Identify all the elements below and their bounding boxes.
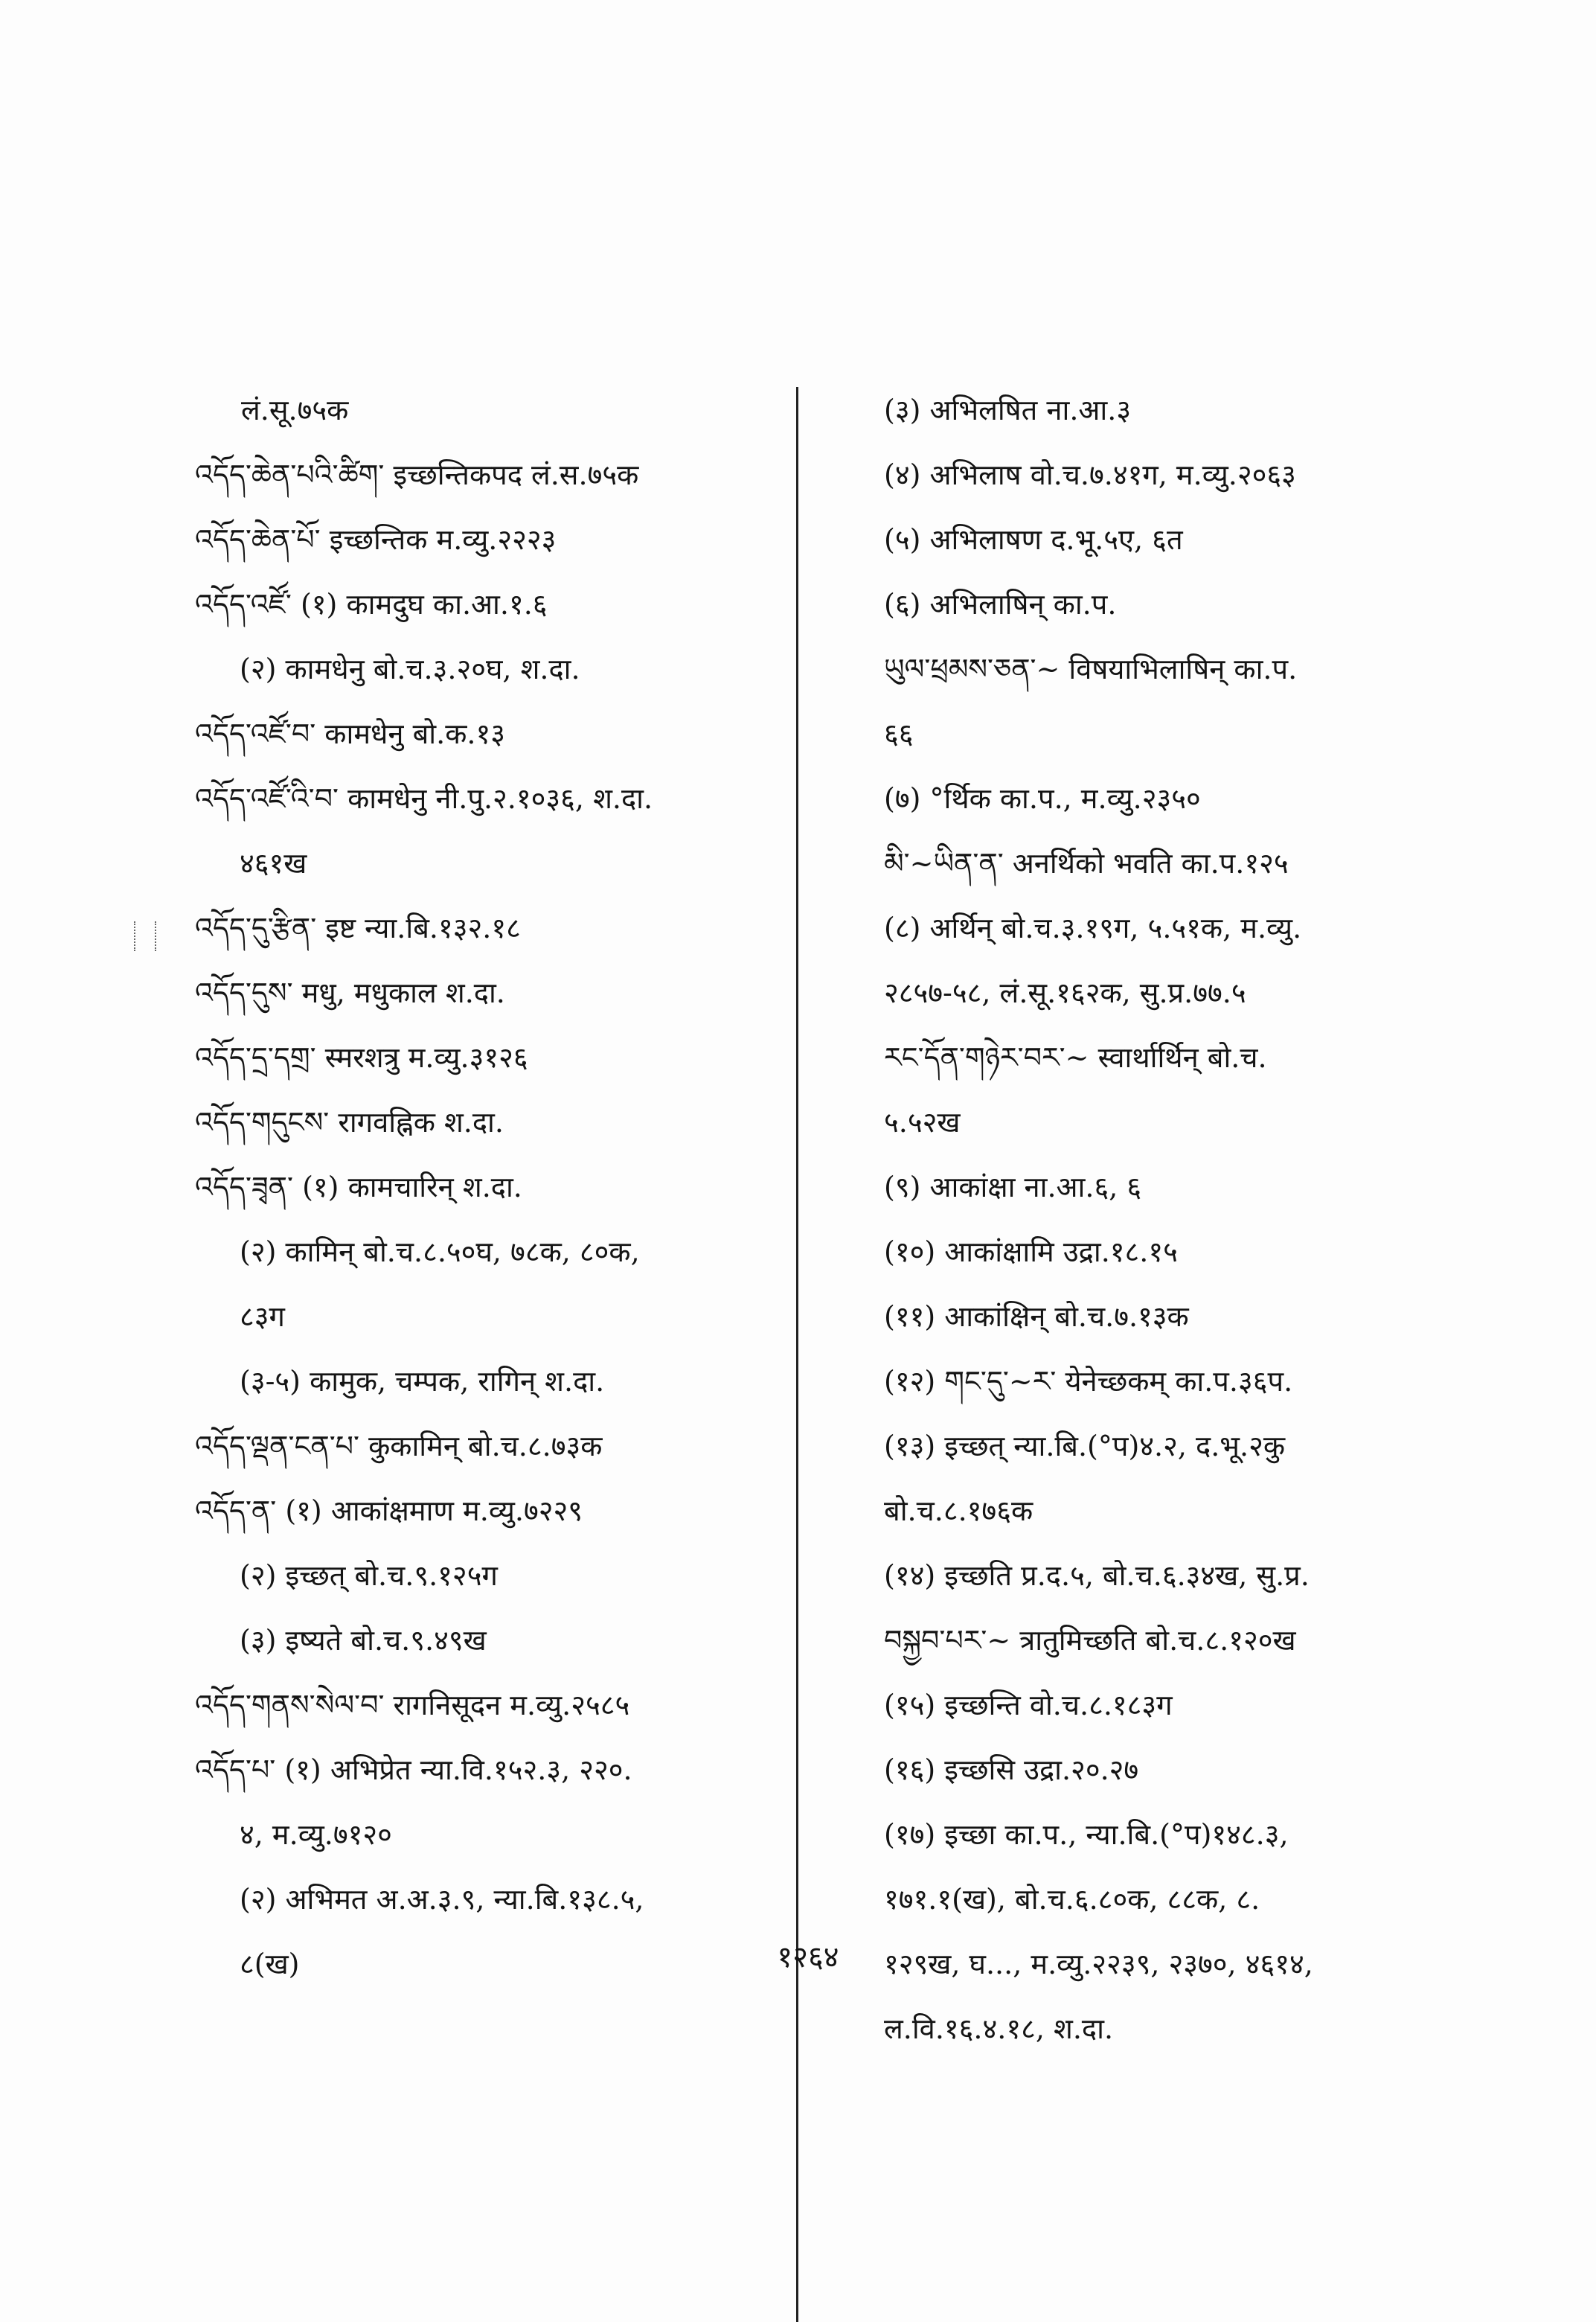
entry-line: (३) अभिलषित ना.आ.३ bbox=[884, 394, 1132, 426]
entry-line: འདོད་ཆེན་པོ་ इच्छन्तिक म.व्यु.२२२३ bbox=[195, 523, 557, 556]
entry-line: (१४) इच्छति प्र.द.५, बो.च.६.३४ख, सु.प्र. bbox=[884, 1559, 1310, 1592]
entry-line: འདོད་ཟྭན་ (१) कामचारिन् श.दा. bbox=[195, 1171, 522, 1203]
entry-line: འདོད་པ་ (१) अभिप्रेत न्या.वि.१५२.३, २२०. bbox=[195, 1753, 632, 1786]
entry-line: ८३ग bbox=[240, 1300, 285, 1333]
entry-line: འདོད་ལྡན་ངན་པ་ कुकामिन् बो.च.८.७३क bbox=[195, 1430, 603, 1462]
entry-line: (११) आकांक्षिन् बो.च.७.१३क bbox=[884, 1300, 1189, 1333]
right-column bbox=[884, 378, 1420, 2062]
entry-line: འདོད་ཆེན་པའི་ཚིག་ इच्छन्तिकपद लं.स.७५क bbox=[195, 458, 639, 491]
entry-line: འདོད་འཛོ་བ་ कामधेनु बो.क.१३ bbox=[195, 717, 505, 750]
entry-line: ཡུལ་ཕྲམས་ཅན་~ विषयाभिलाषिन् का.प. bbox=[884, 653, 1298, 685]
entry-line: (१६) इच्छसि उद्रा.२०.२७ bbox=[884, 1753, 1139, 1786]
entry-line: (३) इष्यते बो.च.९.४९ख bbox=[240, 1624, 487, 1657]
entry-line: མི་~ཡིན་ན་ अनर्थिको भवति का.प.१२५ bbox=[884, 847, 1289, 880]
entry-line: १७१.१(ख), बो.च.६.८०क, ८८क, ८. bbox=[884, 1883, 1260, 1916]
entry-line: (२) इच्छत् बो.च.९.१२५ग bbox=[240, 1559, 498, 1592]
entry-line: (६) अभिलाषिन् का.प. bbox=[884, 588, 1117, 621]
entry-line: འདོད་དུ་རྩིན་ इष्ट न्या.बि.१३२.१८ bbox=[195, 912, 521, 944]
entry-line: (५) अभिलाषण द.भू.५ए, ६त bbox=[884, 523, 1183, 556]
entry-line: (८) अर्थिन् बो.च.३.१९ग, ५.५१क, म.व्यु. bbox=[884, 912, 1302, 944]
entry-line: ४, म.व्यु.७१२० bbox=[240, 1818, 392, 1851]
entry-line: (१७) इच्छा का.प., न्या.बि.(°प)१४८.३, bbox=[884, 1818, 1289, 1851]
page-number: १२६४ bbox=[777, 1940, 839, 1974]
entry-line: འདོད་གདུངས་ रागवह्निक श.दा. bbox=[195, 1106, 504, 1139]
entry-line: (३-५) कामुक, चम्पक, रागिन् श.दा. bbox=[240, 1365, 605, 1398]
entry-line: ल.वि.१६.४.१८, श.दा. bbox=[884, 2012, 1114, 2045]
entry-line: བསྐྱབ་པར་~ त्रातुमिच्छति बो.च.८.१२०ख bbox=[884, 1624, 1296, 1657]
entry-line: འདོད་འཛོ་ (१) कामदुघ का.आ.१.६ bbox=[195, 588, 548, 621]
entry-line: ५.५२ख bbox=[884, 1106, 961, 1139]
entry-line: (९) आकांक्षा ना.आ.६, ६ bbox=[884, 1171, 1142, 1203]
entry-line: འདོད་ན་ (१) आकांक्षमाण म.व्यु.७२२९ bbox=[195, 1494, 583, 1527]
entry-line: ८(ख) bbox=[240, 1948, 300, 1980]
entry-line: ६६ bbox=[884, 717, 914, 750]
entry-line: འདོད་དུས་ मधु, मधुकाल श.दा. bbox=[195, 976, 505, 1009]
entry-line: ४६१ख bbox=[240, 847, 307, 880]
entry-line: लं.सू.७५क bbox=[241, 394, 349, 426]
entry-line: (१५) इच्छन्ति वो.च.८.१८३ग bbox=[884, 1689, 1173, 1721]
entry-line: འདོད་འཛོ་འི་བ་ कामधेनु नी.पु.२.१०३६, श.दा. bbox=[195, 782, 653, 815]
entry-line: (७) °र्थिक का.प., म.व्यु.२३५० bbox=[884, 782, 1201, 815]
entry-line: (१२) གང་དུ་~ར་ येनेच्छकम् का.प.३६प. bbox=[884, 1365, 1293, 1398]
column-divider bbox=[796, 387, 798, 2322]
entry-line: (२) कामिन् बो.च.८.५०घ, ७८क, ८०क, bbox=[240, 1235, 640, 1268]
margin-mark bbox=[134, 921, 156, 951]
entry-line: (१३) इच्छत् न्या.बि.(°प)४.२, द.भू.२कु bbox=[884, 1430, 1286, 1462]
entry-line: རང་དོན་གཉེར་བར་~ स्वार्थार्थिन् बो.च. bbox=[884, 1041, 1267, 1074]
entry-line: འདོད་དྲ་དགྲ་ स्मरशत्रु म.व्यु.३१२६ bbox=[195, 1041, 528, 1074]
entry-line: (१०) आकांक्षामि उद्रा.१८.१५ bbox=[884, 1235, 1178, 1268]
left-column bbox=[195, 378, 796, 1997]
entry-line: འདོད་གནས་སེལ་བ་ रागनिसूदन म.व्यु.२५८५ bbox=[195, 1689, 630, 1721]
entry-line: (४) अभिलाष वो.च.७.४१ग, म.व्यु.२०६३ bbox=[884, 458, 1296, 491]
entry-line: (२) अभिमत अ.अ.३.९, न्या.बि.१३८.५, bbox=[240, 1883, 644, 1916]
entry-line: १२९ख, घ..., म.व्यु.२२३९, २३७०, ४६१४, bbox=[884, 1948, 1313, 1980]
entry-line: २८५७-५८, लं.सू.१६२क, सु.प्र.७७.५ bbox=[884, 976, 1246, 1009]
entry-line: (२) कामधेनु बो.च.३.२०घ, श.दा. bbox=[240, 653, 580, 685]
entry-line: बो.च.८.१७६क bbox=[884, 1494, 1033, 1527]
